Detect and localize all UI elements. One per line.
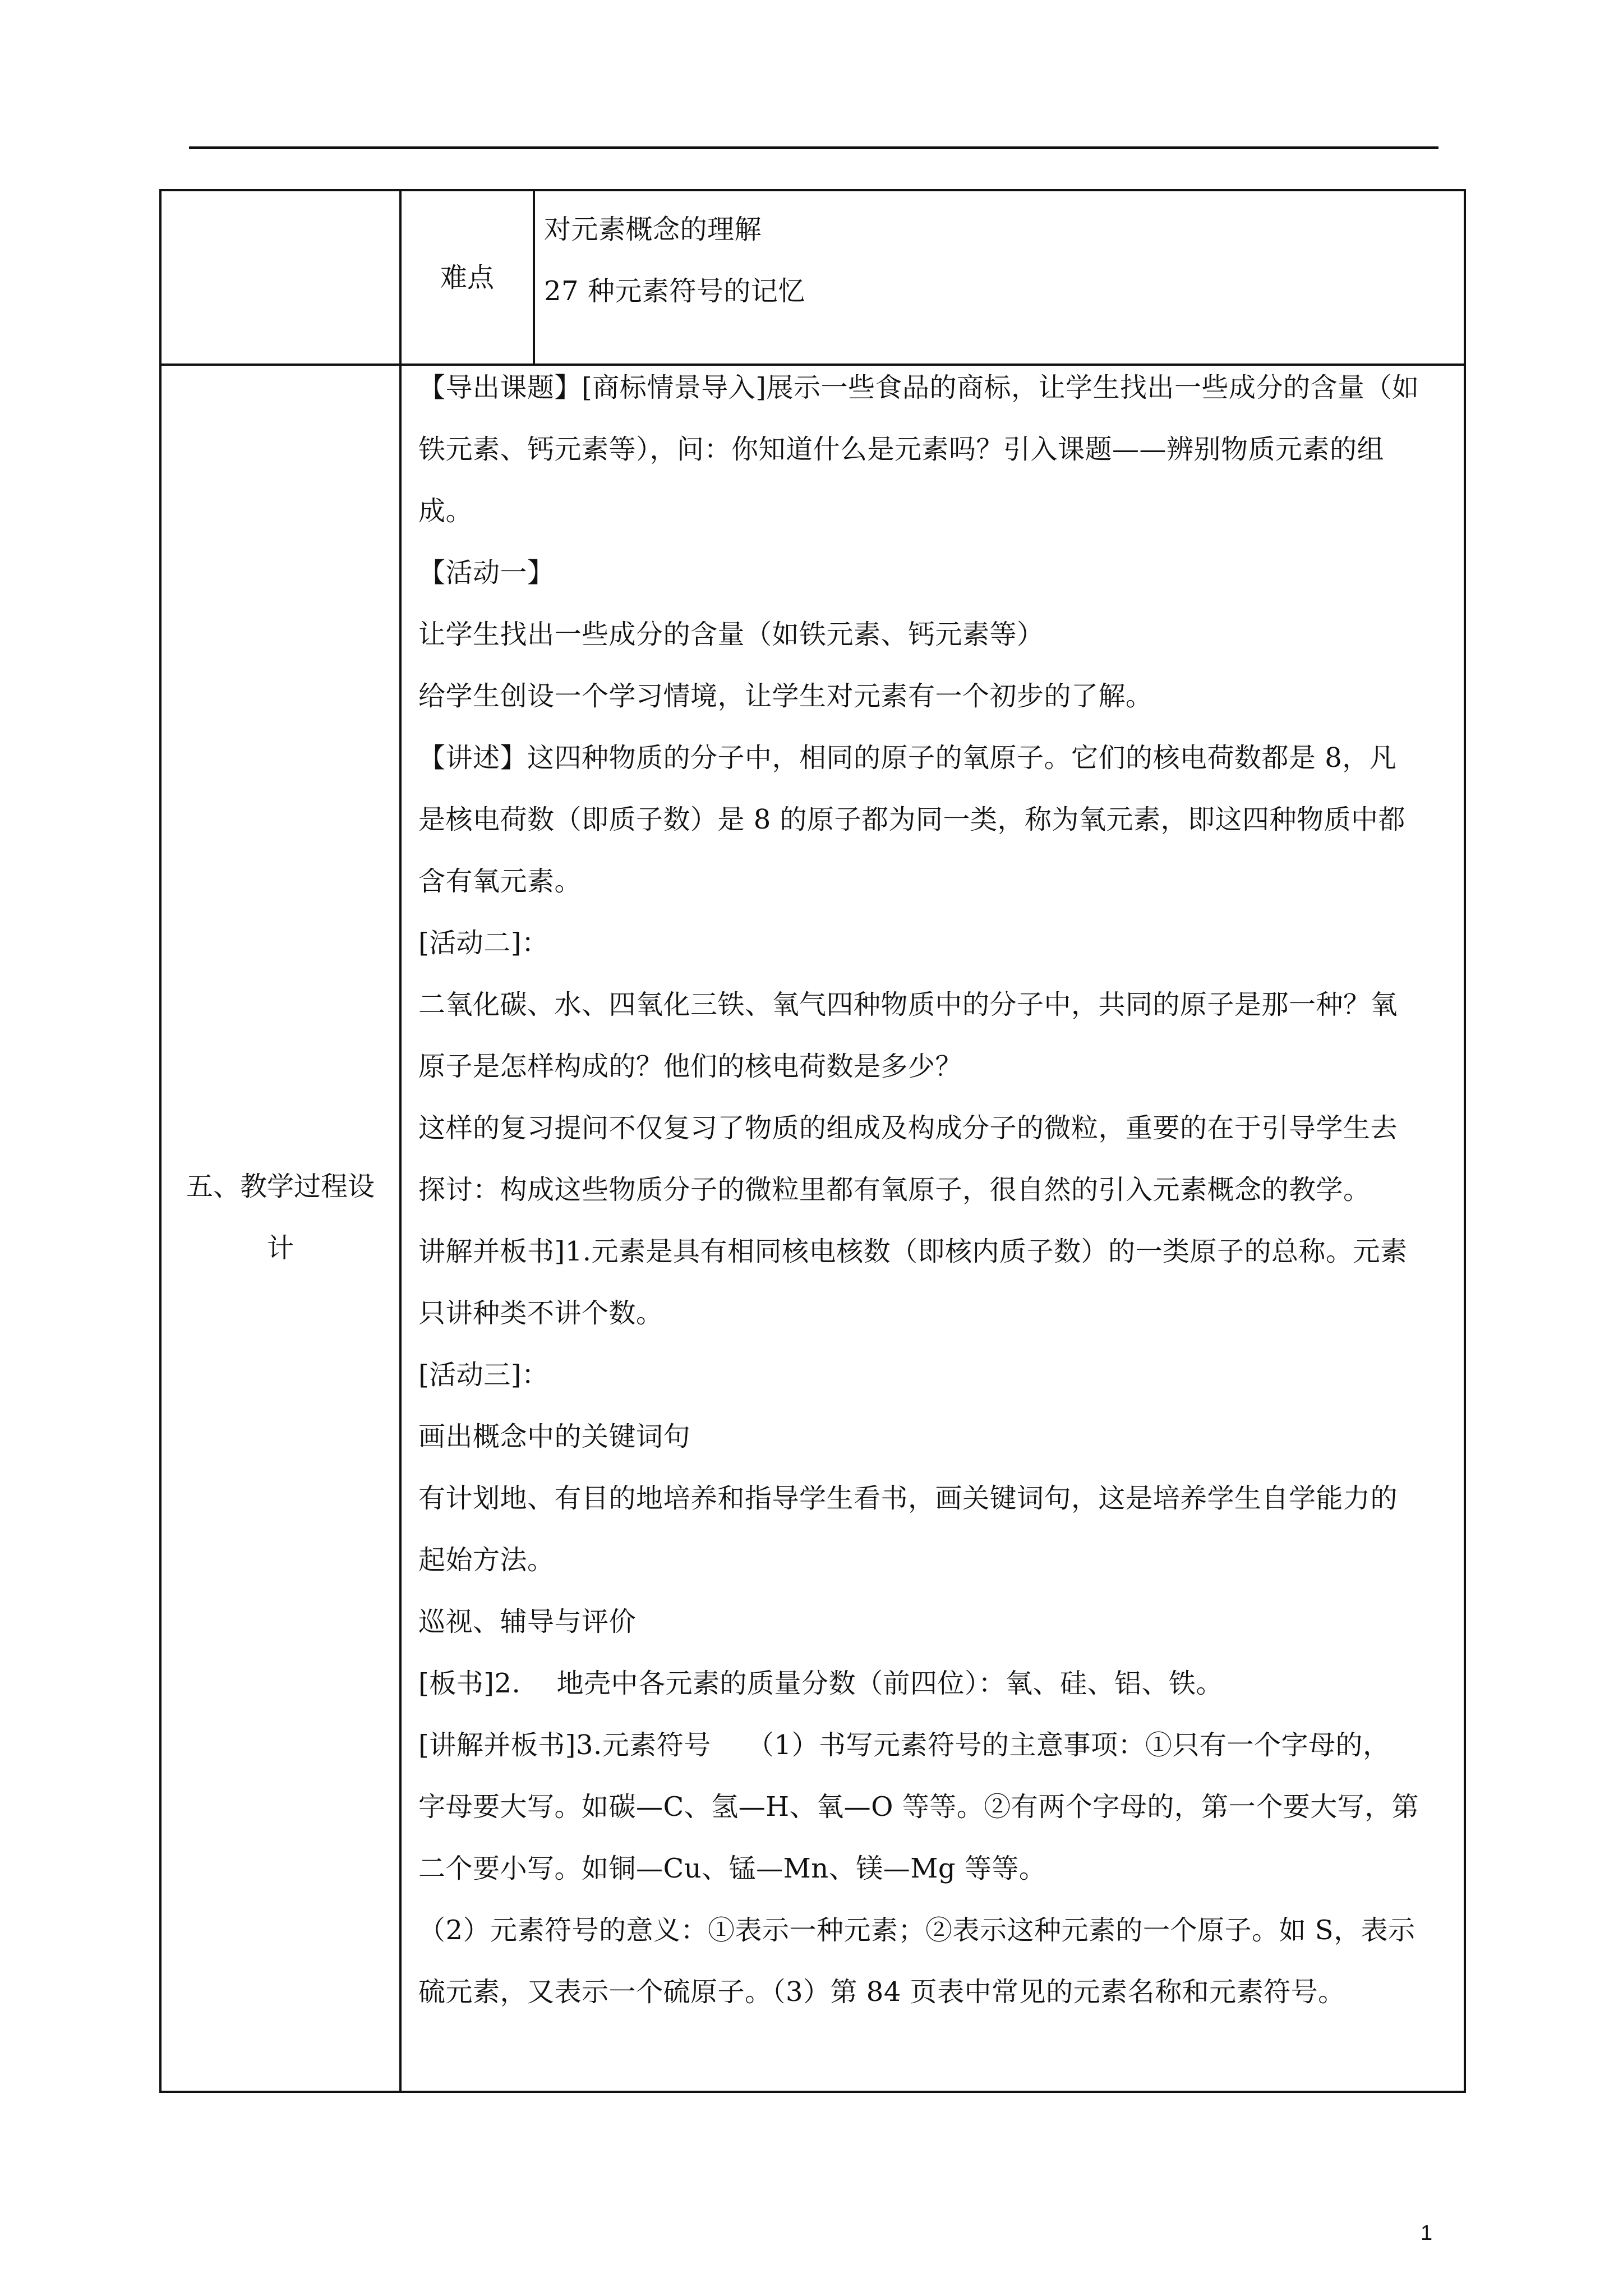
process-line: [活动二]： [418,927,549,959]
difficulty-line-2: 27 种元素符号的记忆 [544,275,805,307]
table-border-left [159,189,162,2093]
process-line: 只讲种类不讲个数。 [418,1297,663,1329]
process-line: 探讨：构成这些物质分子的微粒里都有氧原子，很自然的引入元素概念的教学。 [418,1174,1371,1205]
process-line: [讲解并板书]3.元素符号 （1）书写元素符号的主意事项：①只有一个字母的， [418,1729,1390,1761]
table-border-col2 [533,189,535,366]
process-line: 给学生创设一个学习情境，让学生对元素有一个初步的了解。 [418,680,1153,712]
process-line: 【讲述】这四种物质的分子中，相同的原子的氧原子。它们的核电荷数都是 8，凡 [418,742,1397,774]
page-number: 1 [1421,2221,1433,2245]
process-line: 画出概念中的关键词句 [418,1421,691,1452]
process-line: 起始方法。 [418,1544,555,1576]
process-line: 【导出课题】[商标情景导入]展示一些食品的商标，让学生找出一些成分的含量（如 [418,372,1419,403]
process-line: [板书]2. 地壳中各元素的质量分数（前四位）：氧、硅、铝、铁。 [418,1668,1224,1699]
process-content [418,357,1461,2023]
table-border-col1 [399,189,402,2093]
process-line: 是核电荷数（即质子数）是 8 的原子都为同一类，称为氧元素，即这四种物质中都 [418,804,1406,835]
process-line: [活动三]： [418,1359,549,1391]
header-rule [189,146,1438,149]
table-border-top [159,189,1466,191]
difficulty-line-1: 对元素概念的理解 [544,214,762,245]
process-line: 字母要大写。如碳—C、氢—H、氧—O 等等。②有两个字母的，第一个要大写，第 [418,1791,1419,1823]
process-line: 讲解并板书]1.元素是具有相同核电核数（即核内质子数）的一类原子的总称。元素 [418,1236,1408,1267]
process-line: 成。 [418,495,473,527]
process-line: 二个要小写。如铜—Cu、锰—Mn、镁—Mg 等等。 [418,1853,1046,1884]
process-line: 巡视、辅导与评价 [418,1606,637,1637]
table-border-bottom [159,2091,1466,2093]
process-line: 这样的复习提问不仅复习了物质的组成及构成分子的微粒，重要的在于引导学生去 [418,1112,1398,1144]
process-label-line-1: 五、教学过程设 [186,1171,375,1202]
process-line: 原子是怎样构成的？他们的核电荷数是多少？ [418,1051,963,1082]
difficulty-label [402,191,533,364]
table-border-right [1464,189,1466,2093]
process-line: 【活动一】 [418,557,555,588]
process-line: 让学生找出一些成分的含量（如铁元素、钙元素等） [418,619,1044,650]
process-label-line-2: 计 [266,1232,294,1264]
process-line: 二氧化碳、水、四氧化三铁、氧气四种物质中的分子中，共同的原子是那一种？氧 [418,989,1398,1020]
process-line: 有计划地、有目的地培养和指导学生看书，画关键词句，这是培养学生自学能力的 [418,1483,1398,1514]
process-line: （2）元素符号的意义：①表示一种元素；②表示这种元素的一个原子。如 S，表示 [418,1915,1415,1946]
process-line: 铁元素、钙元素等），问：你知道什么是元素吗？引入课题——辨别物质元素的组 [418,434,1385,465]
process-label [162,1156,399,1279]
process-line: 硫元素，又表示一个硫原子。（3）第 84 页表中常见的元素名称和元素符号。 [418,1976,1345,2008]
process-line: 含有氧元素。 [418,866,582,897]
difficulty-label-text: 难点 [440,261,494,293]
